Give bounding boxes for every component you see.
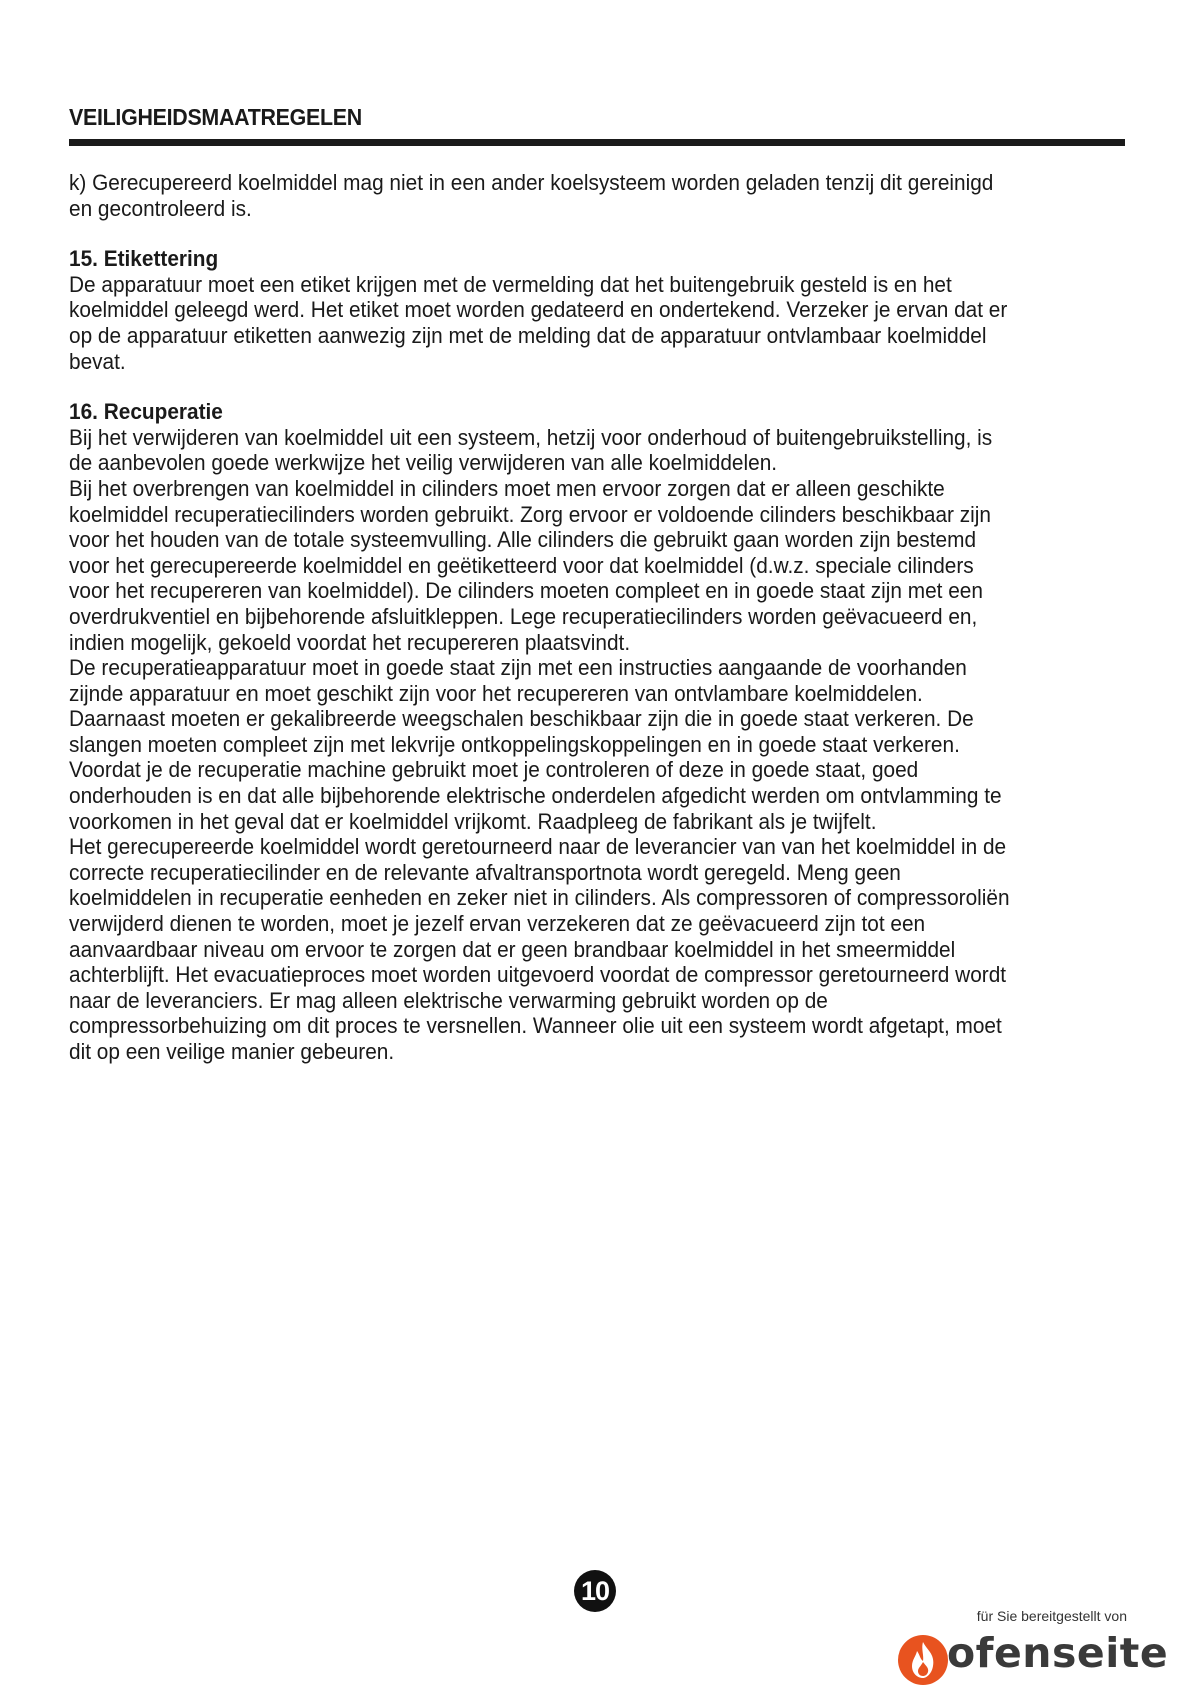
document-body xyxy=(69,170,1125,1090)
page-number: 10 xyxy=(574,1570,616,1612)
text-line: onderhouden is en dat alle bijbehorende elektrische onderdelen afgedicht werden om ontvlamming te xyxy=(69,783,1002,809)
text-line: voorkomen in het geval dat er koelmiddel vrijkomt. Raadpleeg de fabrikant als je twijfelt. xyxy=(69,808,877,834)
flame-icon xyxy=(893,1628,953,1688)
text-line: Daarnaast moeten er gekalibreerde weegschalen beschikbaar zijn die in goede staat verkeren. De xyxy=(69,706,974,732)
text-line: Bij het verwijderen van koelmiddel uit een systeem, hetzij voor onderhoud of buitengebruikstelling, is xyxy=(69,424,993,450)
text-line: Voordat je de recuperatie machine gebruikt moet je controleren of deze in goede staat, goed xyxy=(69,757,919,783)
text-line: Het gerecupereerde koelmiddel wordt geretourneerd naar de leverancier van van het koelmiddel in de xyxy=(69,834,1007,860)
text-line: koelmiddel recuperatiecilinders worden gebruikt. Zorg ervoor er voldoende cilinders beschikbaar zijn xyxy=(69,501,992,527)
section-heading: 16. Recuperatie xyxy=(69,399,223,425)
watermark-tagline: für Sie bereitgestellt von xyxy=(976,1608,1127,1624)
section-text xyxy=(69,425,1124,1065)
section-heading: 15. Etikettering xyxy=(69,246,219,272)
text-line: voor het houden van de totale systeemvulling. Alle cilinders die gebruikt gaan worden zijn bestemd xyxy=(69,527,977,553)
text-line: voor het recupereren van koelmiddel). De cilinders moeten compleet en in goede staat zijn met een xyxy=(69,578,983,604)
text-line: achterblijft. Het evacuatieproces moet worden uitgevoerd voordat de compressor geretourneerd wordt xyxy=(69,962,1007,988)
watermark-brand: ofenseite xyxy=(947,1629,1169,1677)
text-line: slangen moeten compleet zijn met lekvrije ontkoppelingskoppelingen en in goede staat verkeren. xyxy=(69,731,960,757)
text-line: overdrukventiel en bijbehorende afsluitkleppen. Lege recuperatiecilinders worden geëvacueerd en, xyxy=(69,603,978,629)
text-line: k) Gerecupereerd koelmiddel mag niet in een ander koelsysteem worden geladen tenzij dit gereinigd xyxy=(69,170,994,195)
text-line: compressorbehuizing om dit proces te versnellen. Wanneer olie uit een systeem wordt afgetapt, moet xyxy=(69,1013,1002,1039)
text-line: naar de leveranciers. Er mag alleen elektrische verwarming gebruikt worden op de xyxy=(69,987,828,1013)
text-line: correcte recuperatiecilinder en de relevante afvaltransportnota wordt geregeld. Meng geen xyxy=(69,859,901,885)
text-line: voor het gerecupereerde koelmiddel en geëtiketteerd voor dat koelmiddel (d.w.z. speciale cilinders xyxy=(69,552,974,578)
header-divider xyxy=(69,139,1125,146)
text-line: De recuperatieapparatuur moet in goede staat zijn met een instructies aangaande de voorhanden xyxy=(69,655,967,681)
paragraph-k xyxy=(69,170,1124,221)
text-line: de aanbevolen goede werkwijze het veilig verwijderen van alle koelmiddelen. xyxy=(69,450,778,476)
page-title: VEILIGHEIDSMAATREGELEN xyxy=(69,104,362,130)
watermark xyxy=(887,1608,1169,1678)
text-line: dit op een veilige manier gebeuren. xyxy=(69,1039,395,1064)
text-line: verwijderd dienen te worden, moet je jezelf ervan verzekeren dat ze geëvacueerd zijn tot een xyxy=(69,911,926,937)
section-etikettering xyxy=(69,246,1125,374)
section-recuperatie xyxy=(69,399,1125,1064)
text-line: De apparatuur moet een etiket krijgen met de vermelding dat het buitengebruik gesteld is en het xyxy=(69,271,952,297)
text-line: koelmiddel geleegd werd. Het etiket moet worden gedateerd en ondertekend. Verzeker je ervan dat er xyxy=(69,297,1008,323)
text-line: op de apparatuur etiketten aanwezig zijn met de melding dat de apparatuur ontvlambaar koelmiddel xyxy=(69,322,987,348)
text-line: koelmiddelen in recuperatie eenheden en zeker niet in cilinders. Als compressoren of compressoroliën xyxy=(69,885,1010,911)
text-line: zijnde apparatuur en moet geschikt zijn voor het recupereren van ontvlambare koelmiddelen. xyxy=(69,680,923,706)
text-line: aanvaardbaar niveau om ervoor te zorgen dat er geen brandbaar koelmiddel in het smeermiddel xyxy=(69,936,956,962)
page-header xyxy=(69,104,1125,146)
section-text xyxy=(69,272,1124,374)
text-line: Bij het overbrengen van koelmiddel in cilinders moet men ervoor zorgen dat er alleen geschikte xyxy=(69,475,945,501)
text-line: bevat. xyxy=(69,348,126,374)
text-line: indien mogelijk, gekoeld voordat het recupereren plaatsvindt. xyxy=(69,629,631,655)
text-line: en gecontroleerd is. xyxy=(69,195,252,221)
